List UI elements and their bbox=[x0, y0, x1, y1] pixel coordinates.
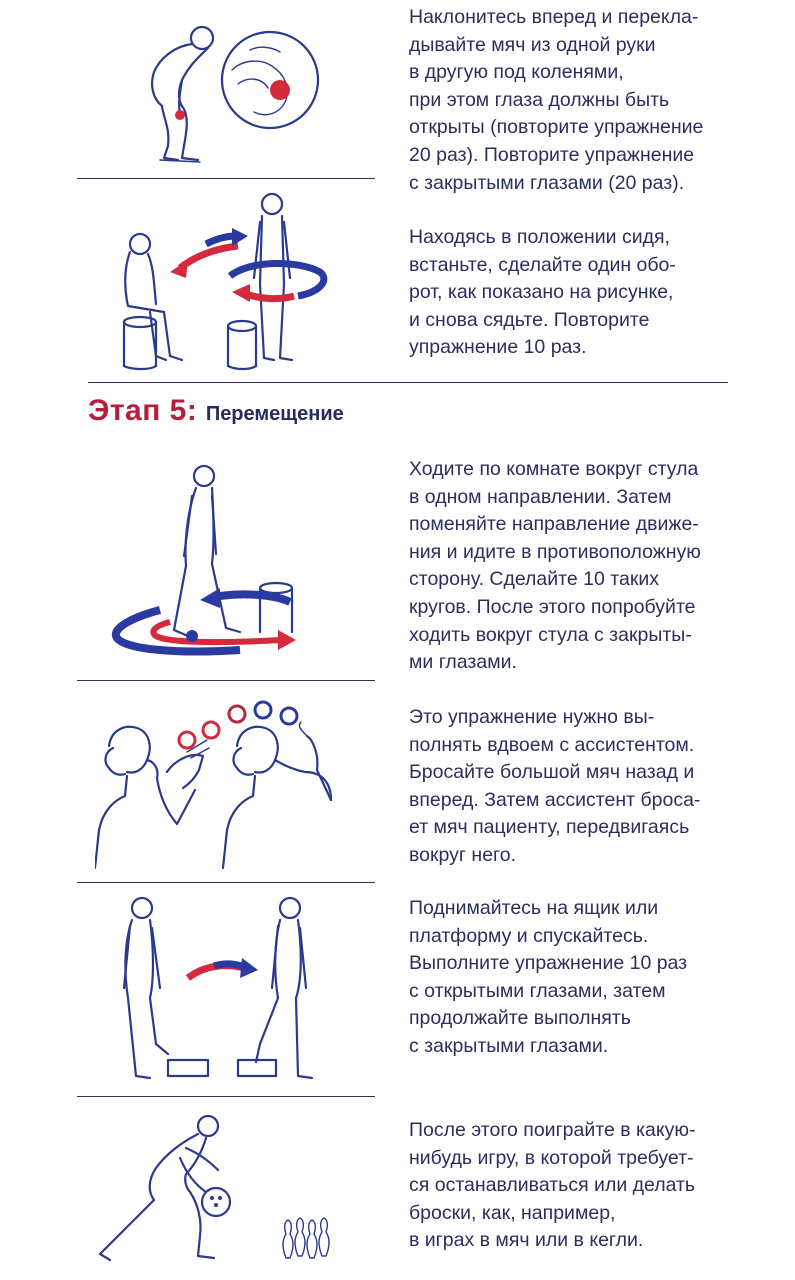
text-line: Поднимайтесь на ящик или bbox=[409, 897, 659, 919]
man-bending-ball-illustration bbox=[120, 10, 320, 170]
stage-heading bbox=[88, 394, 344, 428]
text-line: Наклонитесь вперед и перекла- bbox=[409, 6, 699, 28]
exercise-text-bowling bbox=[409, 1117, 769, 1255]
two-men-throwing-ball-illustration bbox=[95, 700, 345, 870]
divider bbox=[77, 882, 375, 883]
text-line: После этого поиграйте в какую- bbox=[409, 1119, 696, 1141]
text-line: вокруг него. bbox=[409, 843, 516, 866]
text-line: продолжайте выполнять bbox=[409, 1007, 631, 1030]
exercise-text-throwing bbox=[409, 704, 769, 870]
text-line: вперед. Затем ассистент броса- bbox=[409, 788, 701, 811]
man-walking-around-chair-illustration bbox=[100, 460, 320, 660]
divider bbox=[77, 178, 375, 179]
text-line: упражнение 10 раз. bbox=[409, 336, 587, 359]
text-line: нибудь игру, в которой требует- bbox=[409, 1146, 694, 1169]
exercise-text-step-up bbox=[409, 895, 769, 1061]
divider bbox=[77, 680, 375, 681]
text-line: с открытыми глазами, затем bbox=[409, 979, 666, 1002]
text-line: сторону. Сделайте 10 таких bbox=[409, 568, 659, 591]
text-line: в играх в мяч или в кегли. bbox=[409, 1229, 644, 1252]
exercise-text-walking bbox=[409, 456, 769, 677]
text-line: ет мяч пациенту, передвигаясь bbox=[409, 816, 690, 839]
text-line: дывайте мяч из одной руки bbox=[409, 33, 656, 56]
stage-title: Перемещение bbox=[205, 403, 344, 425]
text-line: и снова сядьте. Повторите bbox=[409, 308, 650, 331]
text-line: Находясь в положении сидя, bbox=[409, 226, 670, 248]
text-line: кругов. После этого попробуйте bbox=[409, 595, 696, 618]
text-line: в одном направлении. Затем bbox=[409, 485, 672, 508]
text-line: поменяйте направление движе- bbox=[409, 513, 699, 536]
exercise-text-ball-pass bbox=[409, 4, 769, 197]
divider bbox=[88, 382, 728, 383]
man-sit-stand-turn-illustration bbox=[110, 188, 340, 373]
text-line: ния и идите в противоположную bbox=[409, 540, 701, 563]
text-line: с закрытыми глазами (20 раз). bbox=[409, 171, 685, 194]
text-line: Бросайте большой мяч назад и bbox=[409, 761, 695, 784]
text-line: броски, как, например, bbox=[409, 1201, 616, 1224]
stage-number: Этап 5: bbox=[88, 394, 198, 427]
text-line: ходить вокруг стула с закрыты- bbox=[409, 623, 692, 646]
exercise-text-sit-stand bbox=[409, 224, 769, 362]
text-line: ми глазами. bbox=[409, 651, 517, 674]
text-line: открыты (повторите упражнение bbox=[409, 116, 704, 139]
text-line: встаньте, сделайте один обо- bbox=[409, 253, 676, 276]
divider bbox=[77, 1096, 375, 1097]
text-line: Выполните упражнение 10 раз bbox=[409, 952, 688, 975]
text-line: с закрытыми глазами. bbox=[409, 1034, 609, 1057]
text-line: в другую под коленями, bbox=[409, 61, 624, 84]
man-step-up-box-illustration bbox=[110, 894, 330, 1084]
text-line: ся останавливаться или делать bbox=[409, 1174, 696, 1197]
text-line: полнять вдвоем с ассистентом. bbox=[409, 733, 695, 756]
text-line: при этом глаза должны быть bbox=[409, 88, 670, 111]
text-line: платформу и спускайтесь. bbox=[409, 924, 649, 947]
text-line: рот, как показано на рисунке, bbox=[409, 281, 674, 304]
text-line: Ходите по комнате вокруг стула bbox=[409, 458, 699, 480]
man-bowling-illustration bbox=[90, 1108, 340, 1268]
text-line: 20 раз). Повторите упражнение bbox=[409, 143, 695, 166]
text-line: Это упражнение нужно вы- bbox=[409, 706, 655, 728]
